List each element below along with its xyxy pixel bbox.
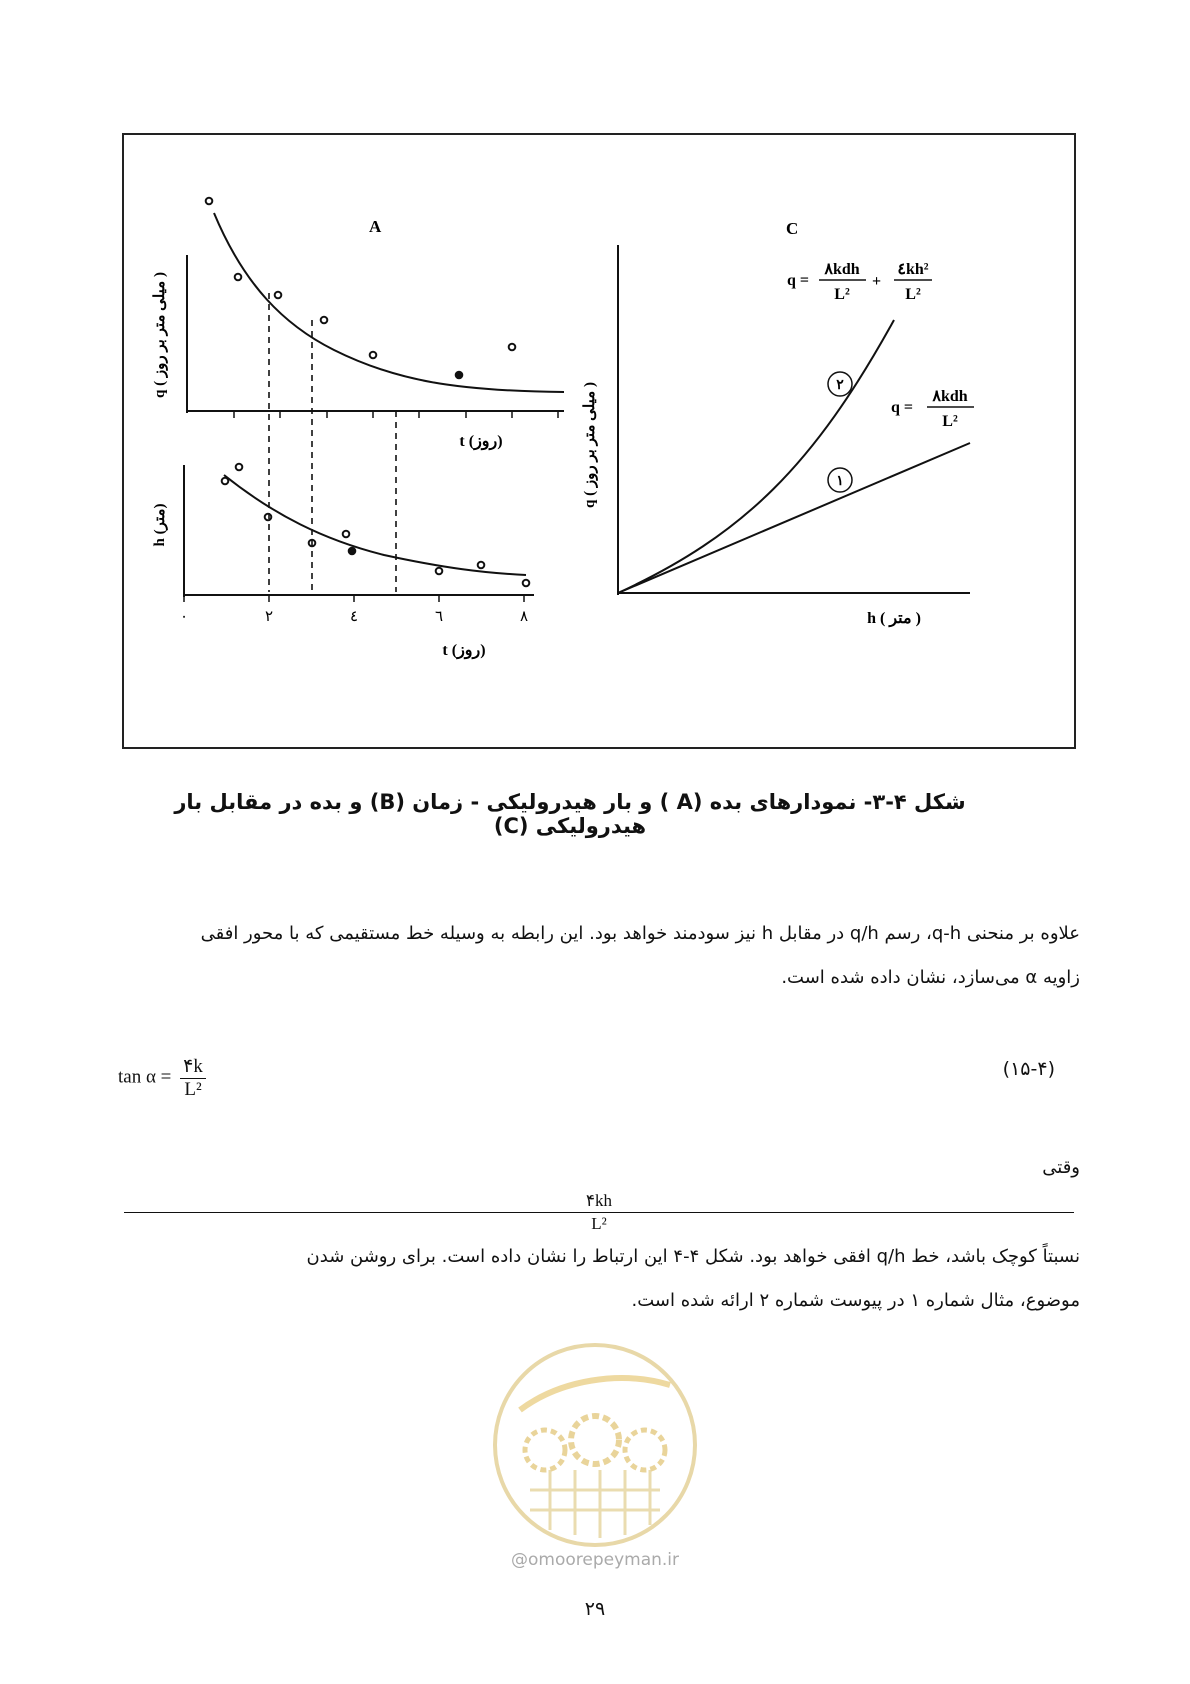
svg-text:+: + [872,273,882,290]
tick-label: ٦ [434,609,444,625]
svg-text:L²: L² [942,413,958,430]
equation-fraction: $\frac{۴k}{\text{L²}}$ [180,1055,206,1101]
svg-text:q =: q = [891,399,914,416]
svg-text:L²: L² [834,286,850,303]
panel-c-ylabel: q ( میلی متر بر روز ) [582,382,598,508]
equation-number: (۱۵-۴) [1002,1058,1055,1080]
panel-b [184,464,534,602]
panel-a-label: A [369,217,382,236]
equation-2 [787,261,932,303]
figure-frame [122,133,1076,749]
line-1 [618,443,970,593]
figure-caption: شکل ۴-۳- نمودارهای بده (A ) و بار هیدرولیکی - زمان (B) و بده در مقابل بار هیدرولیکی (C) [174,790,966,838]
tick-label: ۲ [264,609,274,625]
tick-label: ۸ [519,609,529,625]
tick-label: ۰ [179,609,189,625]
paragraph-1-line-2: زاویه α می‌سازد، نشان داده شده است. [781,967,1080,988]
paragraph-1-line-1: علاوه بر منحنی q-h، رسم q/h در مقابل h نیز سودمند خواهد بود. این رابطه به وسیله خط مستقیمی که با محور افقی [200,923,1080,944]
curve-a [214,213,564,392]
panel-b-ylabel: h (متر) [152,503,168,547]
dashed-connectors [269,293,396,592]
panel-a-ylabel: q ( میلی متر بر روز ) [152,272,168,398]
panel-c-label: C [786,219,799,238]
panel-a-xlabel: t (روز) [459,433,503,450]
equation-1 [891,388,974,430]
curve-2 [618,320,894,593]
curve-2-label: ۲ [836,378,844,393]
svg-text:۸kdh: ۸kdh [932,388,968,405]
watermark-logo [490,1340,700,1550]
equation-tan-alpha: tan α = $\frac{۴k}{\text{L²}}$ [118,1055,206,1101]
paragraph-2-line-1: وقتی ۴kh L² نسبتاً کوچک باشد، خط q/h افقی خواهد بود. شکل ۴-۴ این ارتباط را نشان داده است. برای روشن شدن [118,1146,1080,1279]
inline-fraction: ۴kh L² [124,1190,1074,1235]
paragraph-2 [118,1146,1080,1323]
page-number: ۲۹ [584,1598,606,1620]
svg-text:q =: q = [787,272,810,289]
panel-c-xlabel: h ( متر ) [867,610,921,627]
curve-1-label: ۱ [836,474,844,489]
panel-b-xlabel: t (روز) [442,642,486,659]
svg-text:٤kh²: ٤kh² [897,261,929,278]
paragraph-1 [118,912,1080,1000]
tick-label: ٤ [349,609,359,625]
svg-text:L²: L² [905,286,921,303]
svg-text:۸kdh: ۸kdh [824,261,860,278]
figure-svg [124,135,1074,747]
watermark-url: @omoorepeyman.ir [510,1550,680,1570]
paragraph-2-line-2: موضوع، مثال شماره ۱ در پیوست شماره ۲ ارائه شده است. [631,1290,1080,1311]
